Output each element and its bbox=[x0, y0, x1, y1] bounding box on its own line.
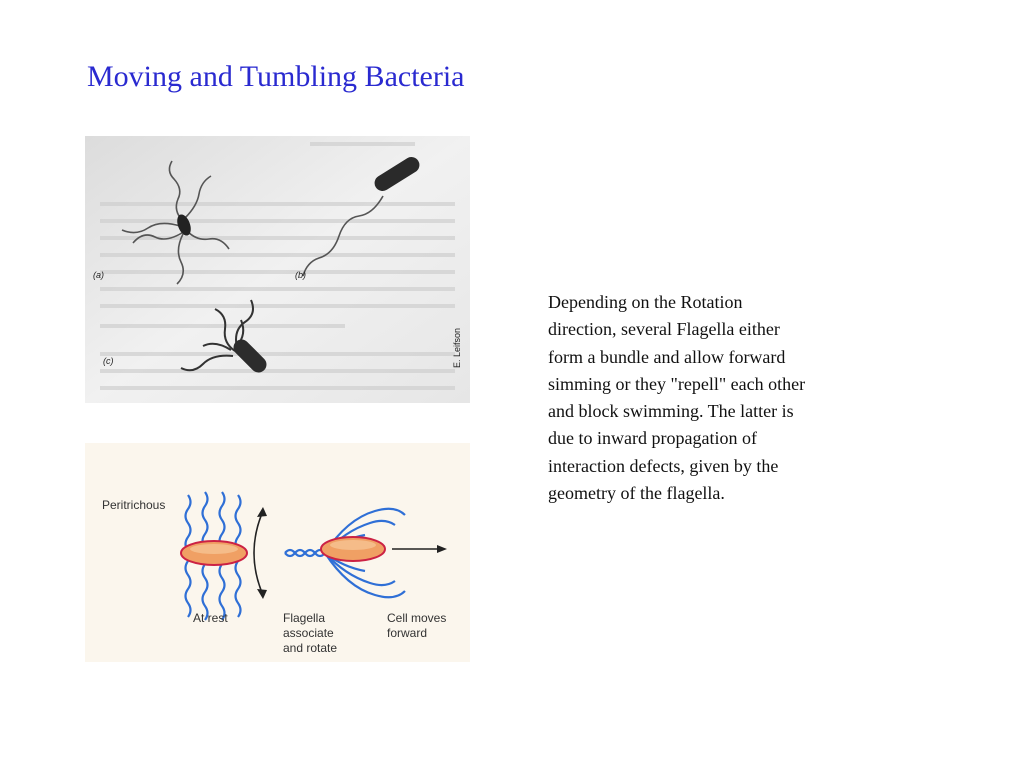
peritrichous-diagram bbox=[85, 443, 470, 662]
photo-credit: E. Leifson bbox=[452, 327, 462, 368]
stage-associate-line3: and rotate bbox=[283, 641, 338, 655]
label-b: (b) bbox=[295, 270, 306, 280]
stage-associate-line1: Flagella bbox=[283, 611, 326, 625]
stage-moves-line2: forward bbox=[387, 626, 428, 640]
stage-at-rest: At rest bbox=[193, 611, 228, 625]
diagram-image bbox=[85, 443, 470, 662]
micrograph-image bbox=[85, 136, 470, 403]
caption-line: direction, several Flagella either bbox=[548, 319, 780, 340]
caption-line: and block swimming. The latter is bbox=[548, 401, 794, 422]
caption-line: geometry of the flagella. bbox=[548, 483, 725, 504]
switch-arrow bbox=[254, 511, 263, 595]
caption-line: interaction defects, given by the bbox=[548, 455, 779, 476]
stage-associate-line2: associate bbox=[283, 626, 334, 640]
stage-moves-line1: Cell moves bbox=[387, 611, 447, 625]
caption-line: simming or they "repell" each other bbox=[548, 373, 806, 394]
slide-caption bbox=[548, 289, 888, 507]
caption-line: form a bundle and allow forward bbox=[548, 346, 786, 367]
bacteria-micrograph bbox=[85, 136, 470, 403]
diagram-heading: Peritrichous bbox=[102, 498, 166, 512]
caption-line: due to inward propagation of bbox=[548, 428, 757, 449]
slide-title: Moving and Tumbling Bacteria bbox=[87, 60, 465, 93]
label-a: (a) bbox=[93, 270, 104, 280]
label-c: (c) bbox=[103, 356, 114, 366]
caption-line: Depending on the Rotation bbox=[548, 292, 743, 312]
